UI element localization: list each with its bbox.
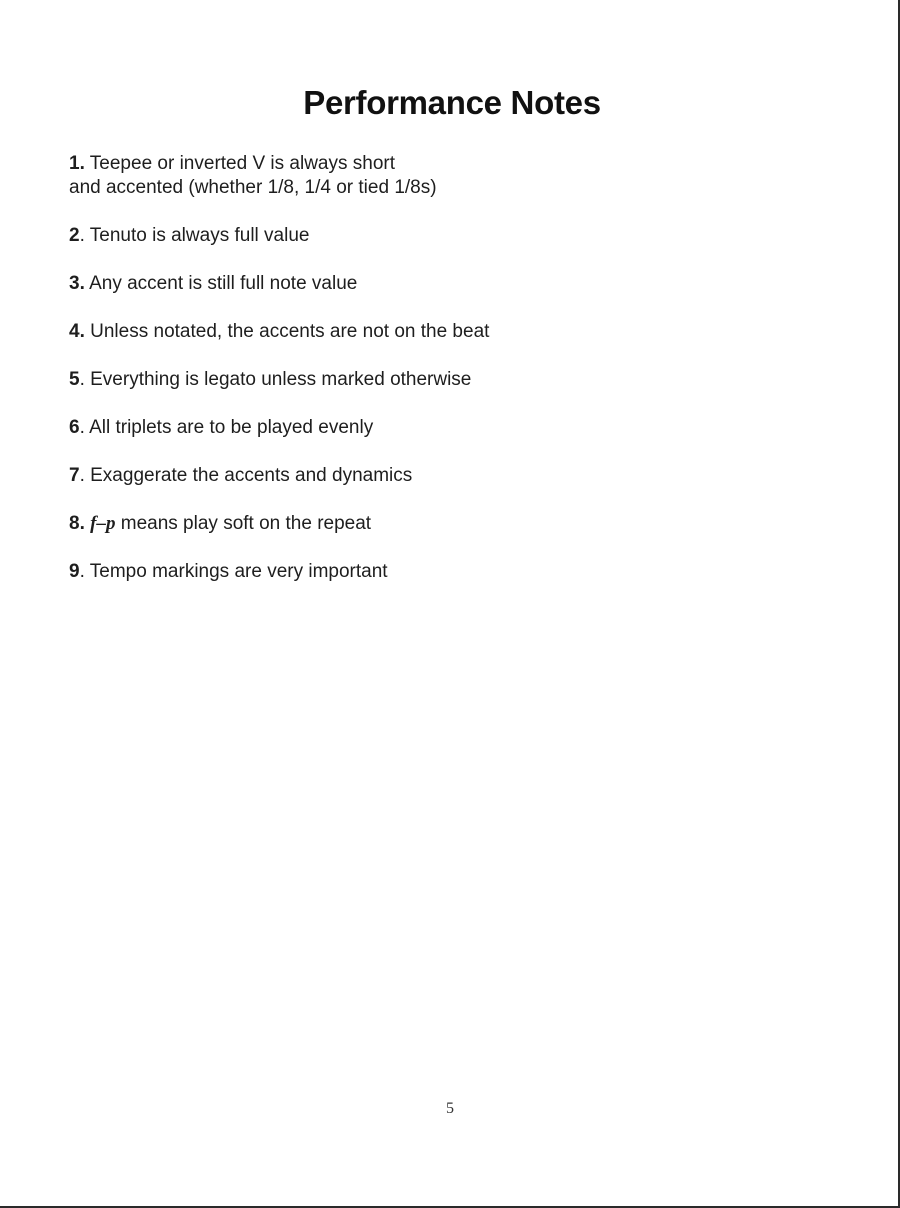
note-number: 2 [69,225,80,246]
note-item-1 [69,152,769,200]
note-number: 8. [69,513,85,534]
note-number: 5 [69,369,80,390]
note-number: 7 [69,465,80,486]
note-number: 3. [69,273,85,294]
notes-list [69,152,769,608]
note-number: 4. [69,321,85,342]
note-number: 9 [69,561,80,582]
note-number: 6 [69,417,80,438]
note-item-6 [69,416,769,440]
page-number: 5 [446,1100,454,1117]
note-text: means play soft on the repeat [120,513,372,534]
note-item-7 [69,464,769,488]
note-item-5 [69,368,769,392]
note-text: . Everything is legato unless marked otherwise [79,369,472,390]
note-item-9 [69,560,769,584]
page-title: Performance Notes [303,84,601,121]
note-text: . Exaggerate the accents and dynamics [79,465,413,486]
note-text-line2: and accented (whether 1/8, 1/4 or tied 1/8s) [69,177,437,198]
note-text: . Tenuto is always full value [79,225,310,246]
note-item-8 [69,512,769,536]
note-item-3 [69,272,769,296]
note-text: Any accent is still full note value [89,273,358,294]
note-text: . All triplets are to be played evenly [79,417,374,438]
note-text: . Tempo markings are very important [79,561,388,582]
note-item-2 [69,224,769,248]
dynamic-marking: f–p [90,513,116,534]
note-text: Unless notated, the accents are not on the beat [90,321,490,342]
note-number: 1. [69,153,85,174]
note-item-4 [69,320,769,344]
note-text-line1: Teepee or inverted V is always short [89,153,396,174]
